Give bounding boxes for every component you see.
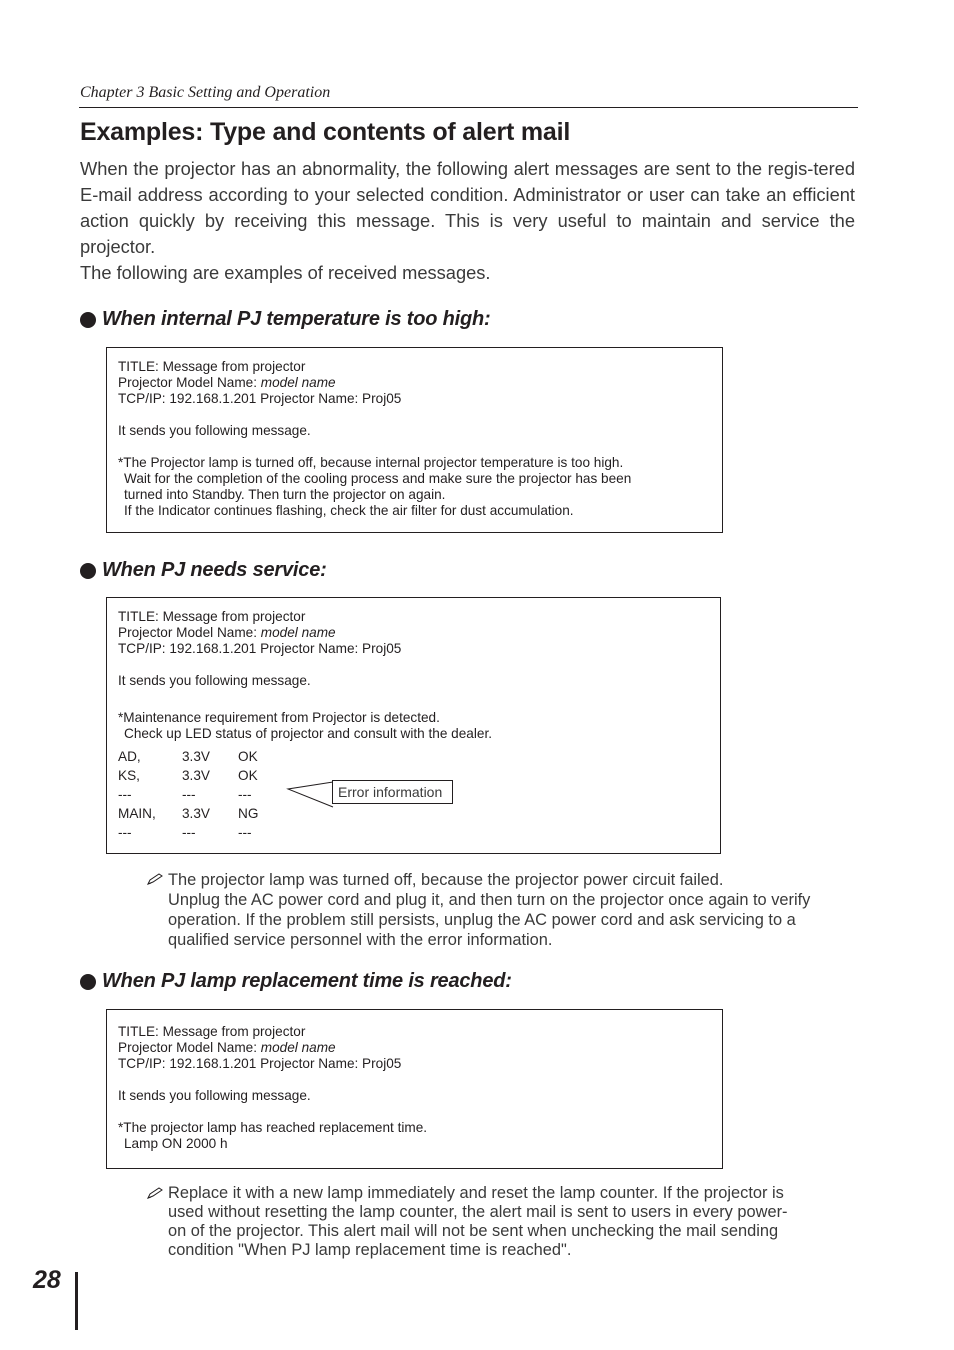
message-tcp: TCP/IP: 192.168.1.201 Projector Name: Proj05 bbox=[118, 641, 402, 656]
message-model: Projector Model Name: model name bbox=[118, 1040, 336, 1055]
error-information-callout: Error information bbox=[332, 780, 453, 804]
header-rule bbox=[79, 107, 858, 108]
note-line: on of the projector. This alert mail will not be sent when unchecking the mail sending bbox=[168, 1222, 779, 1240]
page-title: Examples: Type and contents of alert mail bbox=[80, 118, 571, 146]
intro-line: The following are examples of received messages. bbox=[80, 262, 491, 283]
table-row: KS, 3.3V OK bbox=[118, 768, 258, 783]
note-line: condition "When PJ lamp replacement time is reached". bbox=[168, 1241, 572, 1259]
message-line: *The Projector lamp is turned off, because internal projector temperature is too high. bbox=[118, 455, 624, 470]
message-sends: It sends you following message. bbox=[118, 1088, 311, 1103]
callout-pointer bbox=[285, 779, 335, 809]
note-line: Unplug the AC power cord and plug it, and then turn on the projector once again to verify bbox=[168, 891, 811, 909]
message-title: TITLE: Message from projector bbox=[118, 1024, 306, 1039]
note-line: operation. If the problem still persists, unplug the AC power cord and ask servicing to a bbox=[168, 911, 796, 929]
message-line: *The projector lamp has reached replacement time. bbox=[118, 1120, 428, 1135]
message-line: turned into Standby. Then turn the projector on again. bbox=[124, 487, 446, 502]
message-model: Projector Model Name: model name bbox=[118, 625, 336, 640]
pencil-icon bbox=[146, 872, 164, 886]
message-box-service bbox=[106, 597, 721, 854]
section-heading-lamp bbox=[80, 970, 512, 993]
message-line: Wait for the completion of the cooling process and make sure the projector has been bbox=[124, 471, 632, 486]
section-heading-text: When PJ lamp replacement time is reached: bbox=[102, 970, 512, 992]
message-line: If the Indicator continues flashing, check the air filter for dust accumulation. bbox=[124, 503, 574, 518]
message-tcp: TCP/IP: 192.168.1.201 Projector Name: Proj05 bbox=[118, 391, 402, 406]
note-line: used without resetting the lamp counter, the alert mail is sent to users in every power- bbox=[168, 1203, 788, 1221]
intro-text bbox=[80, 156, 855, 286]
note-line: Replace it with a new lamp immediately and reset the lamp counter. If the projector is bbox=[168, 1184, 784, 1202]
bullet-icon bbox=[80, 312, 96, 328]
message-line: Lamp ON 2000 h bbox=[124, 1136, 228, 1151]
message-title: TITLE: Message from projector bbox=[118, 359, 306, 374]
status-table bbox=[118, 749, 258, 844]
bullet-icon bbox=[80, 563, 96, 579]
message-sends: It sends you following message. bbox=[118, 673, 311, 688]
section-heading-temperature bbox=[80, 308, 491, 331]
note-lamp bbox=[168, 1184, 788, 1260]
section-heading-service bbox=[80, 559, 327, 582]
pencil-icon bbox=[146, 1186, 164, 1200]
message-title: TITLE: Message from projector bbox=[118, 609, 306, 624]
message-box-temperature bbox=[106, 347, 723, 533]
message-line: Check up LED status of projector and consult with the dealer. bbox=[124, 726, 492, 741]
page-number-bar bbox=[75, 1272, 78, 1330]
section-heading-text: When PJ needs service: bbox=[102, 559, 327, 581]
intro-paragraph: When the projector has an abnormality, the following alert messages are sent to the regis-tered E-mail address according to your selected condition. Administrator or user can take an efficient action quickly by receiving this message. This is very useful to maintain and service the projector. bbox=[80, 158, 855, 257]
table-row: AD, 3.3V OK bbox=[118, 749, 258, 764]
message-line: *Maintenance requirement from Projector is detected. bbox=[118, 710, 440, 725]
table-row: --- --- --- bbox=[118, 787, 252, 802]
note-line: qualified service personnel with the error information. bbox=[168, 931, 553, 949]
table-row: --- --- --- bbox=[118, 825, 252, 840]
chapter-header: Chapter 3 Basic Setting and Operation bbox=[80, 84, 331, 101]
bullet-icon bbox=[80, 974, 96, 990]
message-box-lamp bbox=[106, 1009, 723, 1169]
message-sends: It sends you following message. bbox=[118, 423, 311, 438]
note-line: The projector lamp was turned off, because the projector power circuit failed. bbox=[168, 871, 724, 889]
message-model: Projector Model Name: model name bbox=[118, 375, 336, 390]
page-number: 28 bbox=[33, 1266, 61, 1294]
table-row: MAIN, 3.3V NG bbox=[118, 806, 259, 821]
message-tcp: TCP/IP: 192.168.1.201 Projector Name: Proj05 bbox=[118, 1056, 402, 1071]
section-heading-text: When internal PJ temperature is too high: bbox=[102, 308, 491, 330]
note-service bbox=[168, 870, 810, 950]
